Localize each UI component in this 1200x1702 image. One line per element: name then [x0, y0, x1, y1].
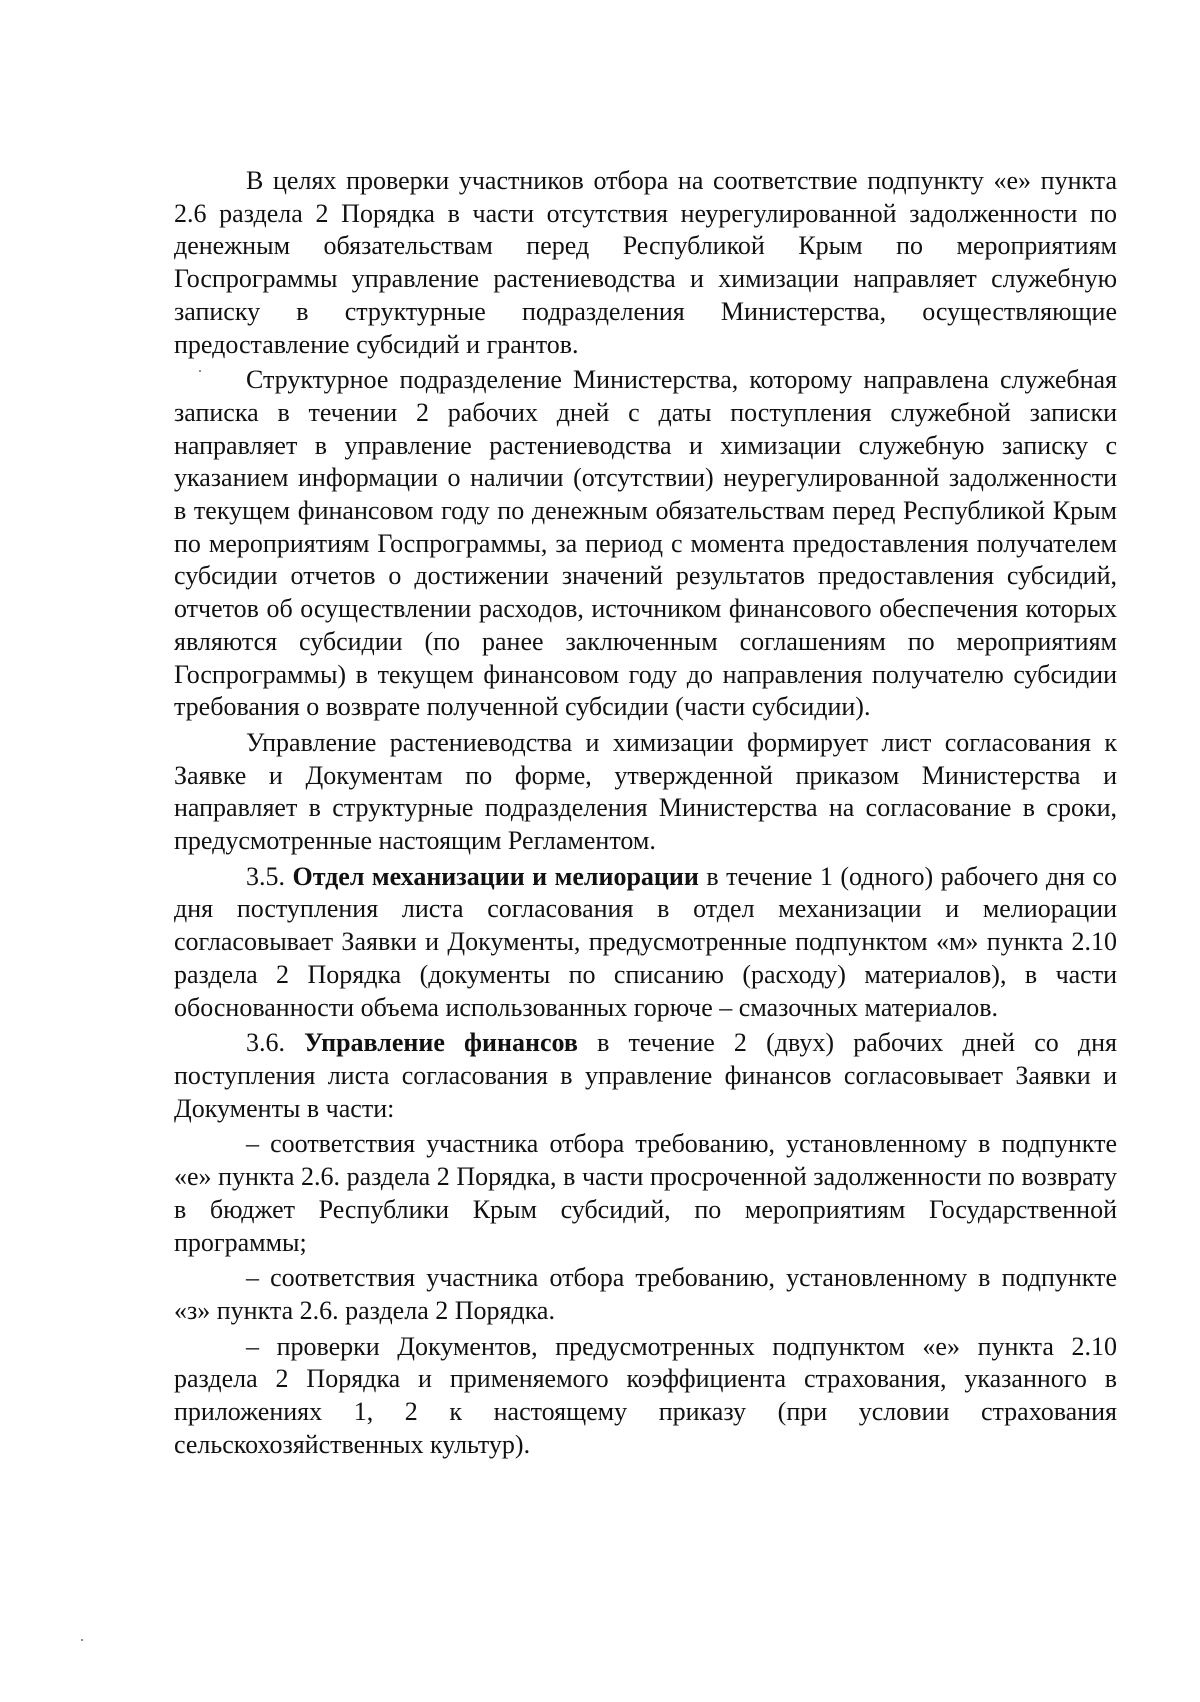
document-body	[174, 165, 1117, 1464]
list-item-requirement-e	[174, 1128, 1117, 1259]
list-item-requirement-z	[174, 1262, 1117, 1327]
paragraph-text: в течение 2 (двух) рабочих дней со дня поступления листа согласования в управление финансов согласовывает Заявки и Документы в части:	[174, 1028, 1118, 1123]
paragraph-verification	[174, 165, 1117, 361]
section-heading-bold: Управление финансов	[304, 1028, 578, 1058]
section-3-6	[174, 1027, 1117, 1125]
paragraph-approval-sheet	[174, 727, 1117, 858]
paragraph-text: Управление растениеводства и химизации формирует лист согласования к Заявке и Документам по форме, утвержденной приказом Министерства и направляет в структурные подразделения Министерства на согласование в сроки, предусмотренные настоящим Регламентом.	[174, 727, 1117, 856]
paragraph-text: в течение 1 (одного) рабочего дня со дня поступления листа согласования в отдел механизации и мелиорации согласовывает Заявки и Документы, предусмотренные подпунктом «м» пункта 2.10 раздела 2 Порядка (документы по списанию (расходу) материалов), в части обоснованности объема использованных горюче – смазочных материалов.	[174, 861, 1117, 1022]
scan-speck	[81, 1639, 83, 1641]
paragraph-structural-unit	[174, 364, 1117, 724]
list-item-text: – соответствия участника отбора требованию, установленному в подпункте «е» пункта 2.6. раздела 2 Порядка, в части просроченной задолженности по возврату в бюджет Республики Крым субсидий, по мероприятиям Государственной программы;	[174, 1129, 1117, 1257]
list-item-text: – соответствия участника отбора требованию, установленному в подпункте «з» пункта 2.6. раздела 2 Порядка.	[174, 1263, 1117, 1325]
paragraph-text: Структурное подразделение Министерства, которому направлена служебная записка в течении 2 рабочих дней с даты поступления служебной записки направляет в управление растениеводства и химизации служебную записку с указанием информации о наличии (отсутствии) неурегулированной задолженности в текущем финансовом году по денежным обязательствам перед Республикой Крым по мероприятиям Госпрограммы, за период с момента предоставления получателем субсидии отчетов о достижении значений результатов предоставления субсидий, отчетов об осуществлении расходов, источником финансового обеспечения которых являются субсидии (по ранее заключенным соглашениям по мероприятиям Госпрограммы) в текущем финансовом году до направления получателю субсидии требования о возврате полученной субсидии (части субсидии).	[174, 365, 1117, 722]
section-3-5	[174, 861, 1117, 1025]
list-item-document-check	[174, 1331, 1117, 1462]
section-number: 3.6.	[246, 1028, 285, 1058]
section-heading-bold: Отдел механизации и мелиорации	[292, 861, 699, 891]
paragraph-text: В целях проверки участников отбора на соответствие подпункту «е» пункта 2.6 раздела 2 Порядка в части отсутствия неурегулированной задолженности по денежным обязательствам перед Республикой Крым по мероприятиям Госпрограммы управление растениеводства и химизации направляет служебную записку в структурные подразделения Министерства, осуществляющие предоставление субсидий и грантов.	[174, 166, 1117, 359]
list-item-text: – проверки Документов, предусмотренных подпунктом «е» пункта 2.10 раздела 2 Порядка и применяемого коэффициента страхования, указанного в приложениях 1, 2 к настоящему приказу (при условии страхования сельскохозяйственных культур).	[174, 1331, 1117, 1459]
section-number: 3.5.	[246, 861, 285, 891]
